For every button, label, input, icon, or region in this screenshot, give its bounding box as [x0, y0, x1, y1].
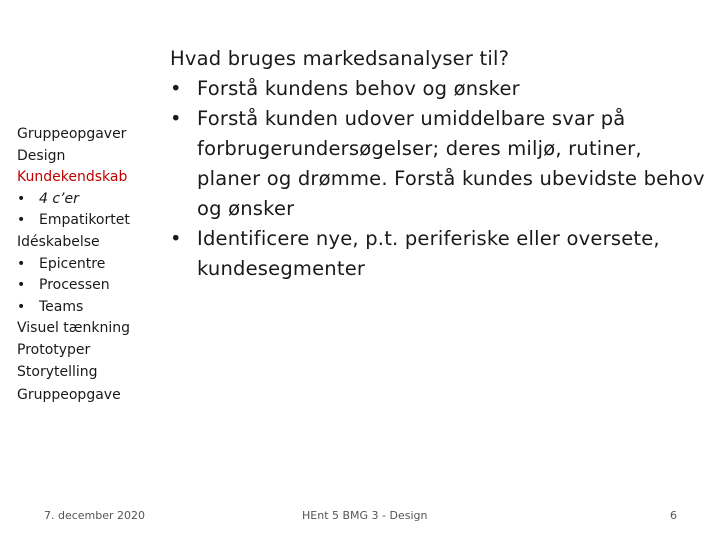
sidebar-item-prototyper[interactable] [17, 340, 152, 362]
sidebar-item-gruppeopgaver[interactable] [17, 124, 152, 146]
sidebar-item-label: 4 c’er [39, 190, 79, 207]
footer-date: 7. december 2020 [44, 509, 146, 522]
bullet-icon: • [17, 255, 26, 272]
bullet-icon: • [17, 277, 26, 294]
sidebar-item-ideskabelse[interactable] [17, 232, 152, 254]
bullet-item [170, 224, 710, 284]
sidebar-item-design[interactable] [17, 146, 152, 168]
sidebar-item-label: Teams [39, 298, 84, 315]
sidebar-item-storytelling[interactable] [17, 362, 152, 384]
sidebar-item-label: Empatikortet [39, 212, 130, 229]
sidebar-item-label: Epicentre [39, 255, 106, 272]
slide-content [170, 44, 710, 284]
sidebar-item-label: Gruppeopgaver [17, 126, 127, 142]
sidebar-nav [17, 124, 152, 407]
sidebar-subitem-empatikortet[interactable] [17, 210, 152, 232]
slide-title: Hvad bruges markedsanalyser til? [170, 47, 510, 70]
bullet-item [170, 104, 710, 224]
sidebar-item-label: Prototyper [17, 341, 91, 358]
bullet-icon: • [17, 190, 26, 207]
sidebar-item-label: Storytelling [17, 363, 98, 380]
bullet-text: Identificere nye, p.t. periferiske eller oversete, kundesegmenter [197, 227, 660, 280]
sidebar-item-gruppeopgave[interactable] [17, 385, 152, 407]
sidebar-item-label: Visuel tænkning [17, 320, 131, 337]
sidebar-subitem-4-cer[interactable] [17, 189, 152, 211]
sidebar-item-label: Processen [39, 277, 110, 294]
sidebar-subitem-epicentre[interactable] [17, 254, 152, 276]
sidebar-item-label: Design [17, 147, 66, 164]
sidebar-item-label: Kundekendskab [17, 169, 128, 186]
page-number: 6 [670, 509, 677, 522]
footer-course: HEnt 5 BMG 3 - Design [302, 509, 428, 522]
sidebar-subitem-teams[interactable] [17, 297, 152, 319]
bullet-item [170, 74, 710, 104]
bullet-text: Forstå kundens behov og ønsker [197, 77, 520, 100]
bullet-icon: • [17, 212, 26, 229]
bullet-icon: • [170, 227, 182, 250]
bullet-icon: • [170, 107, 182, 130]
sidebar-subitem-processen[interactable] [17, 275, 152, 297]
sidebar-item-kundekendskab[interactable] [17, 167, 152, 189]
bullet-icon: • [17, 298, 26, 315]
sidebar-item-label: Idéskabelse [17, 233, 100, 250]
bullet-icon: • [170, 77, 182, 100]
bullet-text: Forstå kunden udover umiddelbare svar på forbrugerundersøgelser; deres miljø, rutiner, planer og drømme. Forstå kundes ubevidste behov og ønsker [197, 107, 705, 220]
sidebar-item-label: Gruppeopgave [17, 387, 121, 404]
sidebar-item-visuel-taenkning[interactable] [17, 318, 152, 340]
